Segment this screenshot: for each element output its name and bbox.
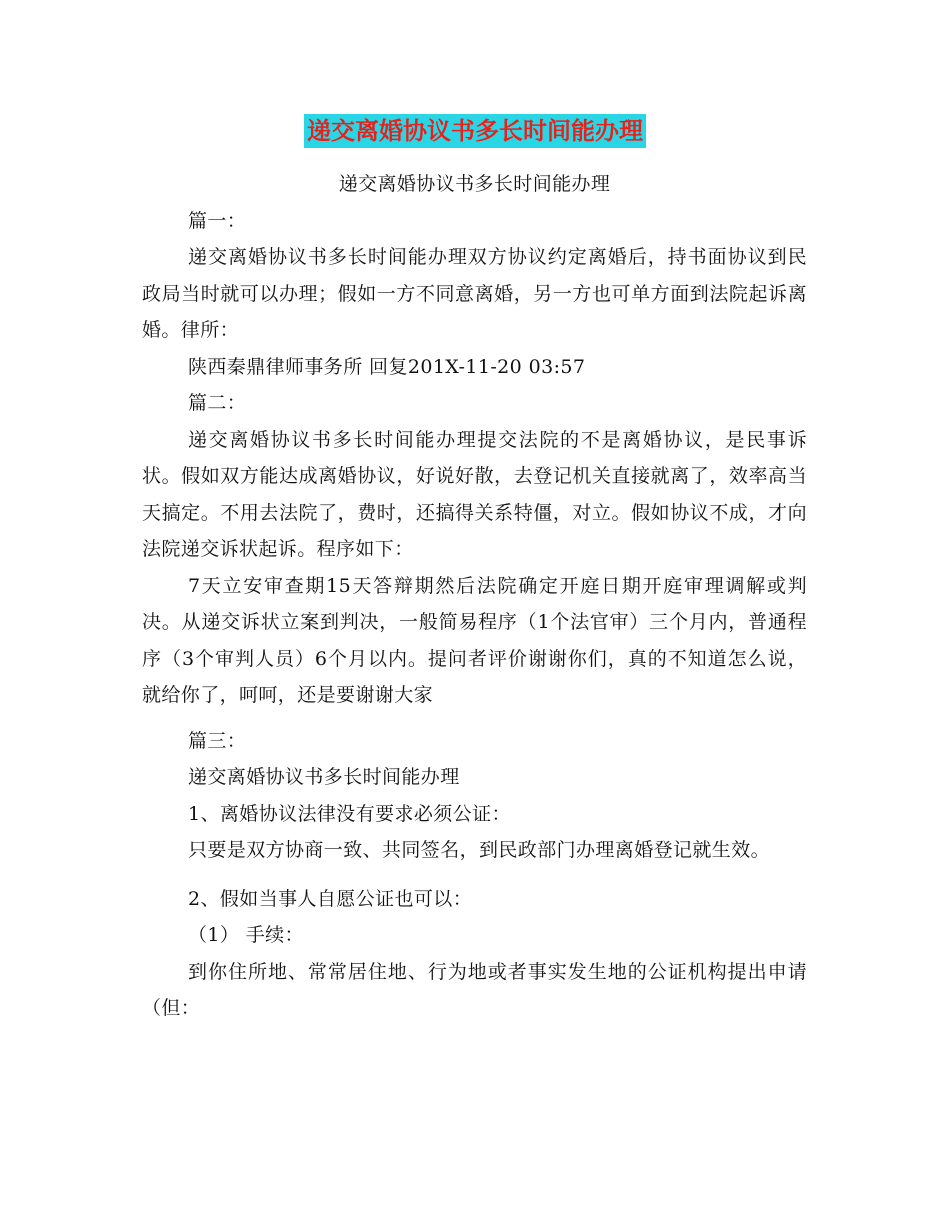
part3-item-2: 2、假如当事人自愿公证也可以： (188, 887, 473, 910)
part3-heading: 篇三： (188, 729, 247, 752)
part2-heading: 篇二： (188, 392, 247, 414)
part3-item-1-body: 只要是双方协商一致、共同签名，到民政部门办理离婚登记就生效。 (188, 839, 771, 861)
part3-item-2-sub: （1） 手续： (188, 924, 304, 946)
part1-heading: 篇一： (188, 209, 247, 232)
document-body (142, 166, 807, 1027)
document-title (0, 110, 950, 148)
document-subtitle: 递交离婚协议书多长时间能办理 (338, 173, 611, 195)
document-title-text: 递交离婚协议书多长时间能办理 (304, 114, 646, 148)
part1-paragraph-2: 陕西秦鼎律师事务所 回复201X-11-20 03:57 (188, 355, 586, 378)
part3-item-1: 1、离婚协议法律没有要求必须公证： (188, 802, 511, 825)
part2-paragraph-1: 递交离婚协议书多长时间能办理提交法院的不是离婚协议，是民事诉状。假如双方能达成离婚协议，好说好散，去登记机关直接就离了，效率高当天搞定。不用去法院了，费时，还搞得关系特僵，对立。假如协议不成，才向法院递交诉状起诉。程序如下： (142, 428, 807, 560)
part3-item-2-body: 到你住所地、常常居住地、行为地或者事实发生地的公证机构提出申请（但： (142, 960, 807, 1019)
part2-paragraph-2: 7天立安审查期15天答辩期然后法院确定开庭日期开庭审理调解或判决。从递交诉状立案到判决，一般简易程序（1个法官审）三个月内，普通程序（3个审判人员）6个月以内。提问者评价谢谢你们，真的不知道怎么说，就给你了，呵呵，还是要谢谢大家 (142, 574, 807, 706)
part1-paragraph-1: 递交离婚协议书多长时间能办理双方协议约定离婚后，持书面协议到民政局当时就可以办理；假如一方不同意离婚，另一方也可单方面到法院起诉离婚。律所： (142, 246, 807, 341)
part3-line-1: 递交离婚协议书多长时间能办理 (188, 766, 460, 788)
